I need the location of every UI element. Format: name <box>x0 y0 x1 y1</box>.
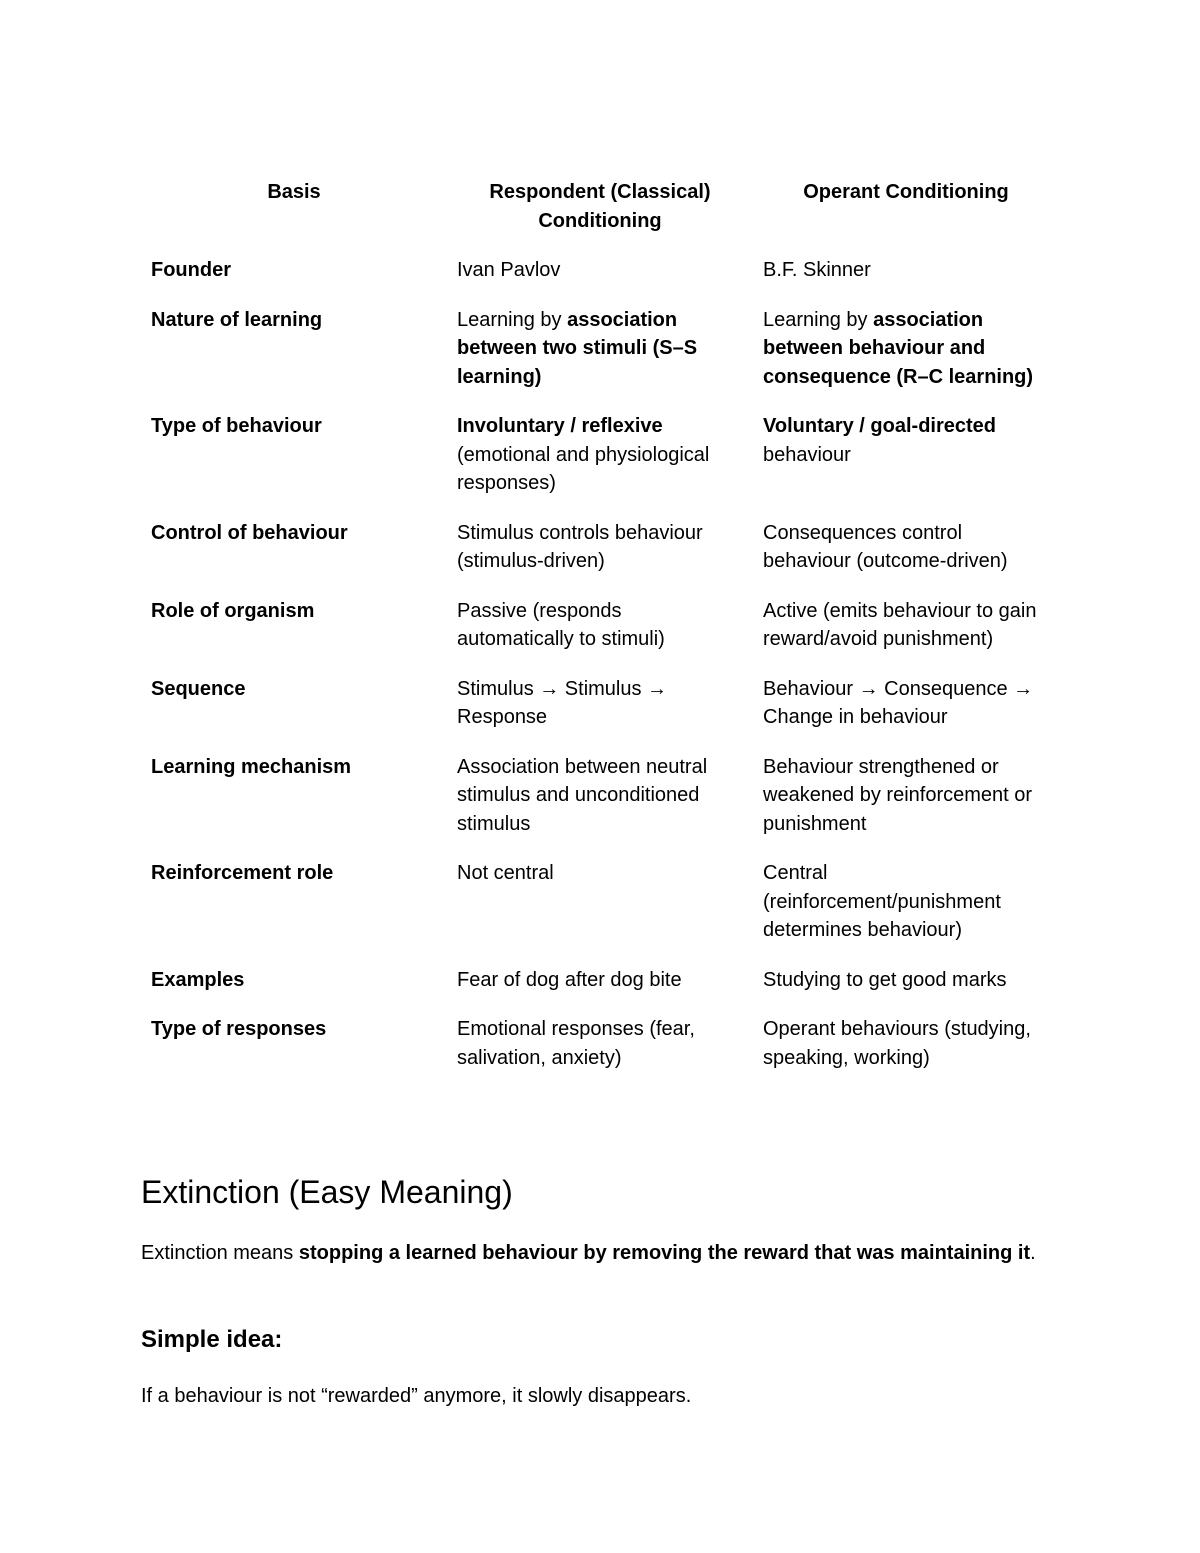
cell-text-segment: Operant behaviours (studying, speaking, working) <box>763 1018 1031 1069</box>
cell-operant <box>753 519 1059 576</box>
table-row <box>141 966 1071 995</box>
table-row <box>141 306 1071 392</box>
cell-text-segment: Active (emits behaviour to gain reward/avoid punishment) <box>763 599 1037 650</box>
table-body <box>141 256 1071 1072</box>
cell-text-segment: association between behaviour and consequence (R–C learning) <box>763 308 1034 388</box>
table-header-row <box>141 178 1071 235</box>
cell-text-segment: Not central <box>457 862 554 884</box>
extinction-definition <box>141 1239 1041 1268</box>
cell-basis: Sequence <box>151 677 246 700</box>
cell-basis: Founder <box>151 259 231 281</box>
cell-basis: Examples <box>151 968 245 991</box>
cell-text-segment: Passive (responds automatically to stimuli) <box>457 599 665 650</box>
cell-operant <box>753 412 1059 498</box>
cell-operant <box>753 1015 1059 1072</box>
cell-operant <box>753 966 1059 995</box>
cell-text-segment: Stimulus → Stimulus → Response <box>457 677 668 728</box>
cell-operant <box>753 675 1059 732</box>
cell-text-segment: Voluntary / goal-directed <box>763 415 996 437</box>
cell-basis: Reinforcement role <box>151 862 334 884</box>
cell-respondent <box>447 306 753 392</box>
cell-basis: Role of organism <box>151 599 315 622</box>
cell-operant <box>753 859 1059 945</box>
definition-prefix: Extinction means <box>141 1242 299 1264</box>
cell-text-segment: B.F. Skinner <box>763 259 871 281</box>
table-row <box>141 859 1071 945</box>
simple-idea-text: If a behaviour is not “rewarded” anymore, it slowly disappears. <box>141 1385 692 1407</box>
extinction-heading: Extinction (Easy Meaning) <box>141 1174 513 1210</box>
header-respondent: Respondent (Classical) Conditioning <box>489 181 711 232</box>
cell-text-segment: Consequences control behaviour (outcome-driven) <box>763 521 1008 572</box>
cell-text-segment: Association between neutral stimulus and unconditioned stimulus <box>457 755 708 835</box>
header-operant: Operant Conditioning <box>803 181 1009 203</box>
cell-text-segment: Central (reinforcement/punishment determines behaviour) <box>763 862 1001 941</box>
cell-text-segment: Behaviour strengthened or weakened by reinforcement or punishment <box>763 755 1033 835</box>
cell-operant <box>753 306 1059 392</box>
cell-basis: Learning mechanism <box>151 755 352 778</box>
cell-text-segment: Learning by <box>457 308 568 331</box>
cell-text-segment: Fear of dog after dog bite <box>457 968 682 991</box>
header-basis: Basis <box>267 181 321 203</box>
table-row <box>141 675 1071 732</box>
cell-text-segment: Ivan Pavlov <box>457 259 561 281</box>
table-row <box>141 597 1071 654</box>
cell-respondent <box>447 597 753 654</box>
definition-bold: stopping a learned behaviour by removing the reward that was maintaining it <box>298 1242 1031 1264</box>
cell-text-segment: Behaviour → Consequence → Change in behaviour <box>763 677 1034 728</box>
cell-respondent <box>447 675 753 732</box>
cell-basis: Control of behaviour <box>151 521 348 544</box>
cell-respondent <box>447 1015 753 1072</box>
cell-respondent <box>447 859 753 945</box>
cell-respondent <box>447 412 753 498</box>
cell-operant <box>753 753 1059 839</box>
cell-text-segment: Learning by <box>763 308 874 331</box>
cell-text-segment: behaviour <box>763 443 851 466</box>
cell-operant <box>753 597 1059 654</box>
table-row <box>141 519 1071 576</box>
comparison-table <box>141 178 1071 1093</box>
cell-text-segment: association between two stimuli (S–S learning) <box>457 308 698 388</box>
cell-basis: Type of behaviour <box>151 415 322 437</box>
table-row <box>141 412 1071 498</box>
cell-respondent <box>447 753 753 839</box>
table-row <box>141 753 1071 839</box>
simple-idea-heading: Simple idea: <box>141 1326 283 1353</box>
cell-operant <box>753 256 1059 285</box>
cell-text-segment: Involuntary / reflexive <box>457 415 663 437</box>
cell-text-segment: Studying to get good marks <box>763 968 1007 991</box>
definition-suffix: . <box>1030 1242 1036 1264</box>
table-row <box>141 256 1071 285</box>
cell-respondent <box>447 519 753 576</box>
table-row <box>141 1015 1071 1072</box>
cell-respondent <box>447 966 753 995</box>
cell-basis: Type of responses <box>151 1018 327 1040</box>
cell-basis: Nature of learning <box>151 308 323 331</box>
cell-respondent <box>447 256 753 285</box>
cell-text-segment: Stimulus controls behaviour (stimulus-driven) <box>457 521 703 572</box>
cell-text-segment: Emotional responses (fear, salivation, anxiety) <box>457 1018 695 1069</box>
cell-text-segment: (emotional and physiological responses) <box>457 443 710 494</box>
